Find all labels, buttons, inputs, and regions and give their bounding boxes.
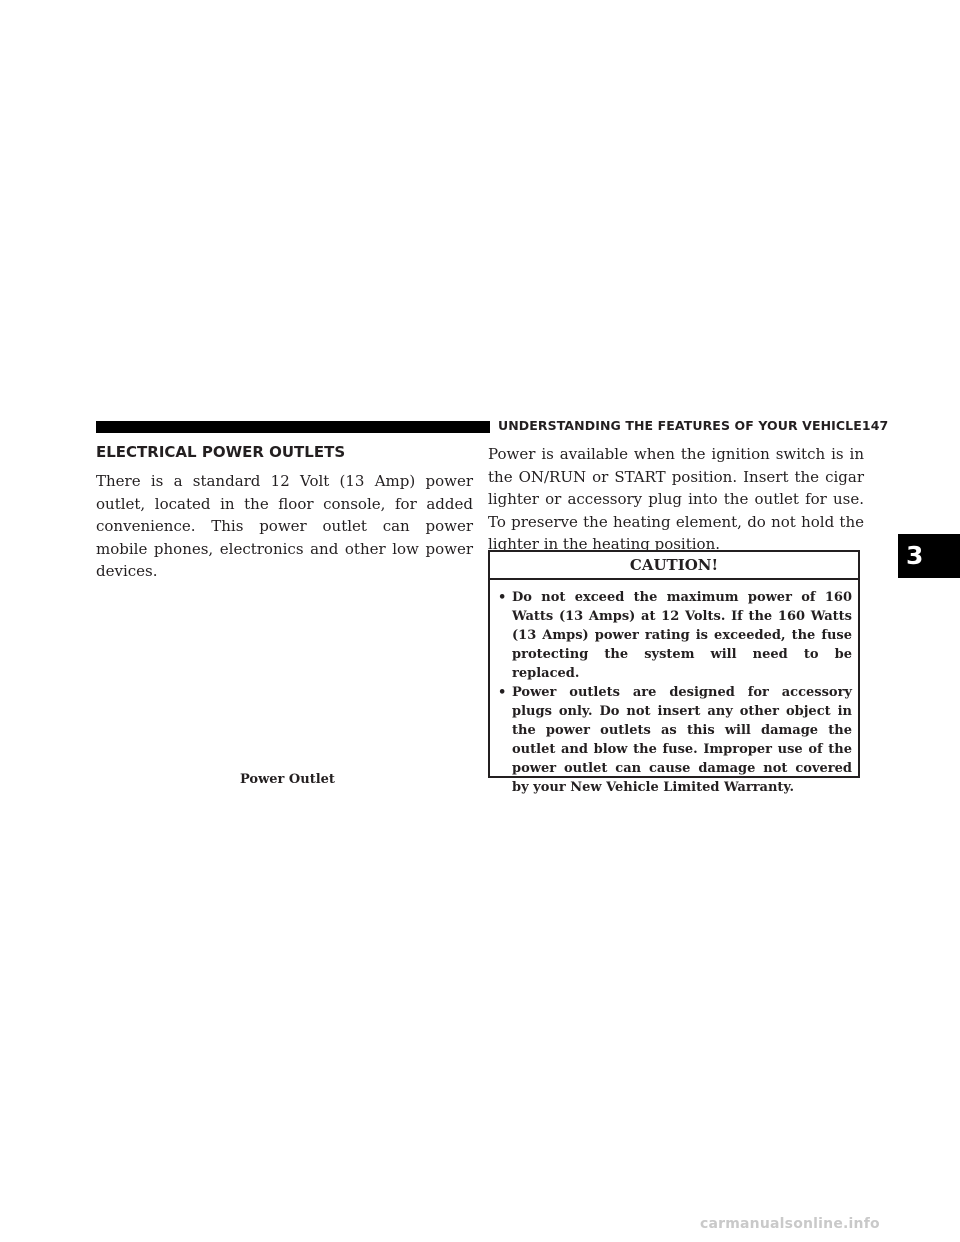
watermark-text: carmanualsonline.info [700, 1216, 880, 1232]
running-header-title: UNDERSTANDING THE FEATURES OF YOUR VEHICLE [498, 418, 862, 433]
section-heading: ELECTRICAL POWER OUTLETS [96, 443, 346, 461]
intro-paragraph: There is a standard 12 Volt (13 Amp) power outlet, located in the floor console, for added convenience. This power outlet can power mobile phones, electronics and other low power devices. [96, 472, 473, 581]
page-number: 147 [861, 418, 889, 433]
caution-item-text: Do not exceed the maximum power of 160 Watts (13 Amps) at 12 Volts. If the 160 Watts (13 Amps) power rating is exceeded, the fuse protecting the system will need to be replaced. [512, 590, 852, 681]
header-rule-bar [96, 421, 490, 433]
caution-list [490, 580, 858, 797]
usage-paragraph: Power is available when the ignition switch is in the ON/RUN or START position. Insert the cigar lighter or accessory plug into the outlet for use. To preserve the heating element, do not hold the lighter in the heating position. [488, 445, 864, 554]
caution-item [498, 588, 852, 683]
bullet-icon: • [498, 590, 507, 605]
caution-box [488, 550, 860, 795]
figure-caption: Power Outlet [240, 772, 335, 787]
caution-item-text: Power outlets are designed for accessory plugs only. Do not insert any other object in the power outlets as this will damage the outlet and blow the fuse. Improper use of the power outlet can cause damage not covered by your New Vehicle Limited Warranty. [512, 685, 852, 795]
chapter-tab: 3 [898, 534, 960, 578]
running-header [498, 418, 889, 434]
bullet-icon: • [498, 685, 507, 700]
caution-item [498, 683, 852, 797]
caution-title: CAUTION! [490, 552, 858, 580]
